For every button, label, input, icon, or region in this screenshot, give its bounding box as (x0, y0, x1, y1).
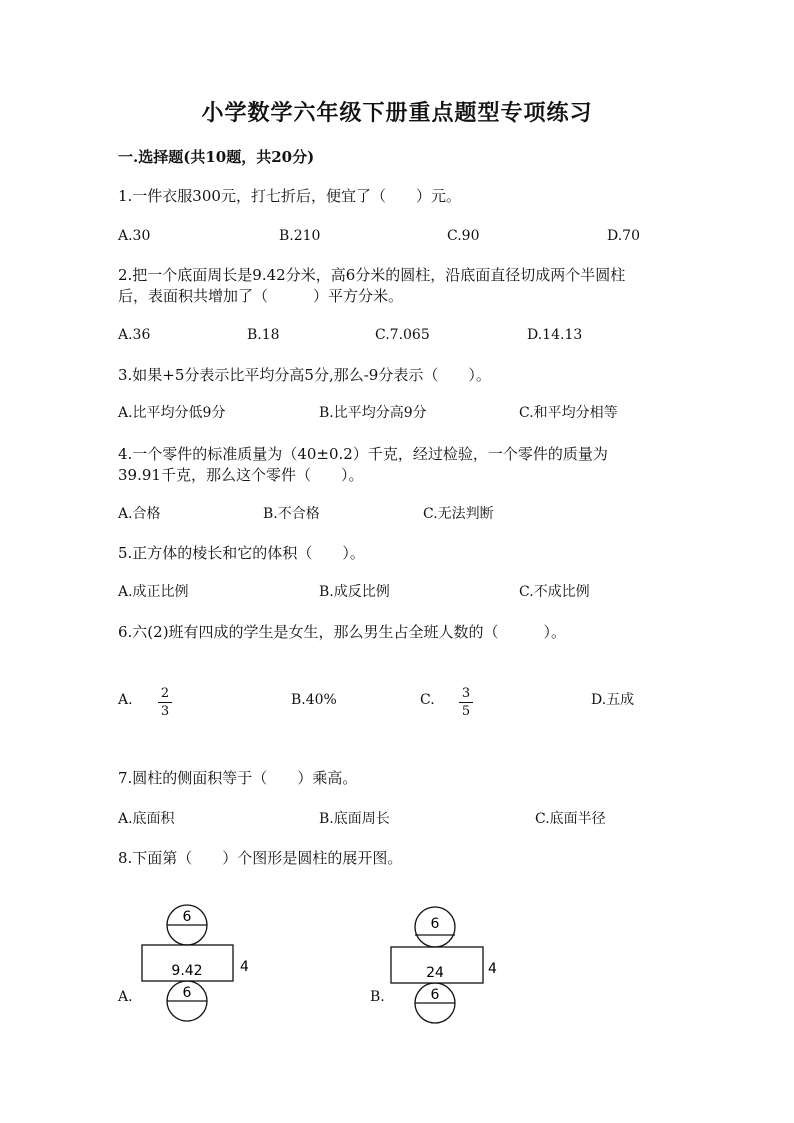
fraction-bar (459, 702, 473, 703)
q2-option-b[interactable]: B.18 (247, 327, 280, 343)
fraction-bar (158, 702, 172, 703)
page-title: 小学数学六年级下册重点题型专项练习 (201, 100, 593, 126)
q6-option-a[interactable]: A. (118, 692, 133, 708)
q3-option-c[interactable]: C.和平均分相等 (519, 405, 618, 421)
q6-fraction-a-numerator: 2 (160, 686, 170, 701)
q1-option-b[interactable]: B.210 (279, 228, 321, 244)
question-8: 8.下面第（ ）个图形是圆柱的展开图。 (118, 849, 403, 867)
q6-fraction-c (459, 686, 473, 719)
q2-option-a[interactable]: A.36 (118, 327, 151, 343)
q1-option-a[interactable]: A.30 (118, 228, 151, 244)
question-3: 3.如果+5分表示比平均分高5分,那么-9分表示（ ）。 (118, 366, 491, 384)
q6-option-d[interactable]: D.五成 (591, 692, 635, 708)
net-figure-b[interactable] (385, 905, 510, 1030)
q7-option-b[interactable]: B.底面周长 (319, 811, 390, 827)
q5-option-c[interactable]: C.不成比例 (519, 584, 590, 600)
net-b-side-label: 4 (488, 961, 497, 977)
q4-option-a[interactable]: A.合格 (118, 506, 161, 522)
question-2-line-1: 2.把一个底面周长是9.42分米，高6分米的圆柱，沿底面直径切成两个半圆柱 (118, 266, 626, 284)
question-6: 6.六(2)班有四成的学生是女生，那么男生占全班人数的（ ）。 (118, 623, 567, 641)
q1-option-d[interactable]: D.70 (607, 228, 640, 244)
question-4-line-1: 4.一个零件的标准质量为（40±0.2）千克，经过检验，一个零件的质量为 (118, 445, 608, 463)
q6-option-b[interactable]: B.40% (291, 692, 337, 708)
q4-option-b[interactable]: B.不合格 (263, 506, 320, 522)
net-a-top-label: 6 (182, 909, 192, 925)
net-figure-a[interactable] (135, 900, 260, 1030)
q1-option-c[interactable]: C.90 (447, 228, 480, 244)
q7-option-a[interactable]: A.底面积 (118, 811, 175, 827)
net-a-bottom-label: 6 (182, 985, 192, 1001)
q3-option-b[interactable]: B.比平均分高9分 (319, 405, 427, 421)
q6-fraction-a-denominator: 3 (160, 704, 170, 719)
net-b-rect-label: 24 (426, 965, 444, 981)
net-b-bottom-label: 6 (430, 987, 440, 1003)
q6-fraction-a (158, 686, 172, 719)
question-2-line-2: 后，表面积共增加了（ ）平方分米。 (118, 287, 404, 305)
q8-option-b-label[interactable]: B. (370, 989, 385, 1005)
q2-option-c[interactable]: C.7.065 (375, 327, 430, 343)
question-7: 7.圆柱的侧面积等于（ ）乘高。 (118, 769, 358, 787)
section-heading: 一.选择题(共10题，共20分) (118, 148, 315, 166)
q2-option-d[interactable]: D.14.13 (527, 327, 583, 343)
net-b-top-label: 6 (430, 916, 440, 932)
q8-option-a-label[interactable]: A. (118, 989, 133, 1005)
q6-option-c[interactable]: C. (420, 692, 435, 708)
net-a-side-label: 4 (240, 959, 249, 975)
question-4-line-2: 39.91千克，那么这个零件（ ）。 (118, 466, 364, 484)
q7-option-c[interactable]: C.底面半径 (535, 811, 606, 827)
q6-fraction-c-numerator: 3 (461, 686, 471, 701)
question-5: 5.正方体的棱长和它的体积（ ）。 (118, 544, 365, 562)
q6-fraction-c-denominator: 5 (461, 704, 471, 719)
net-a-rect-label: 9.42 (171, 963, 203, 979)
q4-option-c[interactable]: C.无法判断 (423, 506, 494, 522)
q5-option-b[interactable]: B.成反比例 (319, 584, 390, 600)
q5-option-a[interactable]: A.成正比例 (118, 584, 189, 600)
q3-option-a[interactable]: A.比平均分低9分 (118, 405, 226, 421)
question-1: 1.一件衣服300元，打七折后，便宜了（ ）元。 (118, 187, 461, 205)
